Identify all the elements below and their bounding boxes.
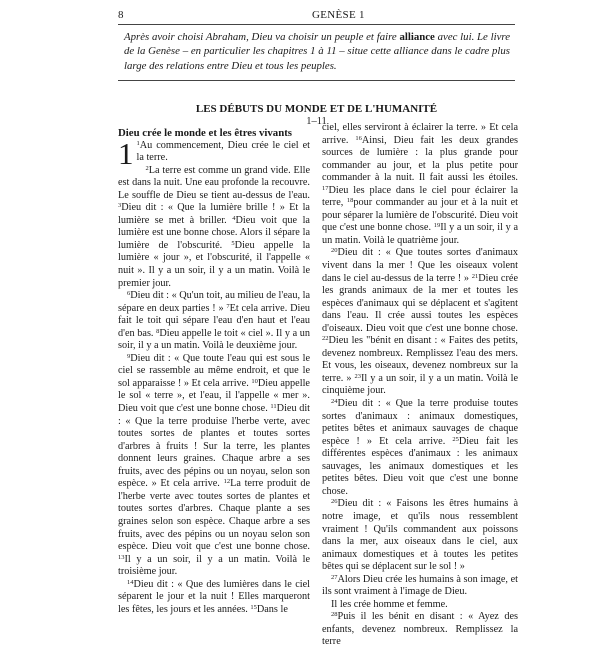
verse-text: Dieu dit : « Qu'un toit, au milieu de l'eau, la sépare en deux parties ! » bbox=[118, 290, 310, 314]
verse-number: 2 bbox=[145, 164, 149, 172]
intro-keyword: alliance bbox=[399, 31, 435, 43]
verse-number: 27 bbox=[331, 573, 338, 581]
verse-number: 6 bbox=[127, 290, 131, 298]
verse-number: 3 bbox=[118, 202, 122, 210]
verse-text: La terre est comme un grand vide. Elle est dans la nuit. Une eau profonde la recouvre. Le souffle de Dieu se tient au-dessus de l'eau. bbox=[118, 164, 310, 201]
verse-text: Il y a un soir, il y a un matin. Voilà le troisième jour. bbox=[118, 553, 310, 578]
section-title: LES DÉBUTS DU MONDE ET DE L'HUMANITÉ bbox=[195, 103, 438, 115]
verse-text: Dieu dit : « Faisons les êtres humains à notre image, et qu'ils nous ressemblent vraiment ! Qu'ils commandent aux poissons dans la mer, aux oiseaux dans le ciel, aux animaux domestiques et à toutes les petites bêtes qui se déplacent sur le sol ! » bbox=[322, 498, 518, 573]
verse-paragraph bbox=[322, 122, 518, 247]
verse-number: 4 bbox=[232, 214, 236, 222]
verse-number: 19 bbox=[433, 222, 441, 230]
section-range: 1–11 bbox=[306, 116, 327, 127]
right-column bbox=[322, 122, 518, 649]
verse-paragraph bbox=[118, 165, 310, 290]
verse-text: Dieu les place dans le ciel pour éclairer la terre, bbox=[322, 184, 518, 209]
intro-before: Après avoir choisi Abraham, Dieu va choisir un peuple et faire bbox=[124, 31, 400, 43]
verse-text: Dieu dit : « Que toute l'eau qui est sous le ciel se rassemble au même endroit, et que le sol apparaisse ! » Et cela arrive. bbox=[118, 352, 310, 389]
verse-number: 26 bbox=[331, 498, 338, 506]
verse-paragraph bbox=[322, 498, 518, 573]
verse-text: Et cela arrive. bbox=[160, 478, 220, 490]
verse-number: 12 bbox=[223, 478, 231, 486]
verse-paragraph bbox=[322, 611, 518, 649]
verse-number: 15 bbox=[250, 603, 257, 611]
running-header bbox=[118, 8, 515, 25]
verse-number: 10 bbox=[251, 377, 258, 385]
verse-number: 11 bbox=[270, 403, 277, 411]
verse-paragraph bbox=[322, 247, 518, 398]
verse-text: La terre produit de l'herbe verte avec toutes sortes de plantes et toutes sortes d'arbres. Chaque plante a ses graines selon son espèce. Chaque arbre a ses fruits, avec des pépins ou un noyau selon son espèce. Dieu voit que c'est une bonne chose. bbox=[118, 478, 311, 553]
verse-text: Dieu appelle la lumière « jour », et l'obscurité, il l'appelle « nuit ». Il y a un soir, il y a un matin. Voilà le premier jour. bbox=[118, 239, 310, 289]
verse-text: Dieu appelle le sol « terre », et l'eau, il l'appelle « mer ». Dieu voit que c'est une bonne chose. bbox=[118, 377, 310, 415]
verse-text: Dieu dit : « Que des lumières dans le ciel séparent le jour et la nuit ! Elles marqueront les fêtes, les jours et les années. bbox=[118, 578, 310, 615]
chapter-number: 1 bbox=[118, 135, 134, 171]
verse-text: Dans le bbox=[256, 603, 288, 615]
verse-text: Dieu appelle le toit « ciel ». Il y a un soir, il y a un matin. Voilà le deuxième jour. bbox=[118, 327, 310, 352]
verse-paragraph bbox=[118, 290, 310, 353]
verse-number: 7 bbox=[226, 302, 230, 310]
verse-text: Il les crée homme et femme. bbox=[331, 598, 448, 610]
intro-after: avec lui. Le livre de la Genèse – en particulier les chapitres 1 à 11 – situe cette alliance dans le cadre plus large des relations entre Dieu et tous les peuples. bbox=[124, 31, 510, 72]
verse-number: 13 bbox=[118, 553, 125, 561]
verse-number: 24 bbox=[331, 398, 338, 406]
verse-number: 8 bbox=[156, 327, 160, 335]
intro-divider bbox=[118, 80, 515, 81]
verse-paragraph bbox=[118, 579, 310, 617]
verse-number: 23 bbox=[354, 372, 361, 380]
verse-paragraph bbox=[322, 398, 518, 498]
verse-number: 25 bbox=[452, 435, 459, 443]
verse-number: 18 bbox=[346, 197, 354, 205]
verse-paragraph bbox=[322, 574, 518, 599]
verse-text: Ainsi, Dieu fait les deux grandes sources de lumière : la plus grande pour commander au jour, et la plus petite pour commander à la nuit. Il fait aussi les étoiles. bbox=[322, 134, 519, 184]
verse-text: Au commencement, Dieu crée le ciel et la terre. bbox=[136, 139, 310, 164]
verse-text: Puis il les bénit en disant : « Ayez des enfants, devenez nombreux. Remplissez la terre bbox=[322, 611, 518, 648]
verse-text: Il y a un soir, il y a un matin. Voilà le quatrième jour. bbox=[322, 222, 518, 246]
verse-number: 22 bbox=[322, 335, 329, 343]
verse-text: Dieu crée les grands animaux de la mer et toutes les espèces d'animaux qui se déplacent et s'agitent dans l'eau. Il crée aussi toutes les espèces d'oiseaux. Dieu voit que c'est une bonne chose. bbox=[322, 272, 518, 334]
verse-number: 20 bbox=[331, 247, 338, 255]
left-column bbox=[118, 127, 310, 616]
verse-text: Alors Dieu crée les humains à son image, et ils sont vraiment à l'image de Dieu. bbox=[322, 573, 518, 598]
verse-paragraph bbox=[322, 599, 518, 612]
verse-text: Et cela arrive. Dieu fait le toit qui sépare l'eau d'en haut et l'eau d'en bas. bbox=[118, 302, 311, 339]
verse-text: Dieu dit : « Que la terre produise l'herbe verte, avec toutes sortes de plantes et toutes sortes d'arbres à fruits ! Sur la terre, les plantes donnent leurs graines. Chaque arbre a ses fruits, avec des pépins ou un noyau, selon son espèce. » bbox=[118, 403, 311, 490]
verse-number: 14 bbox=[127, 578, 134, 586]
verse-number: 16 bbox=[355, 134, 362, 142]
verse-number: 5 bbox=[231, 239, 235, 247]
verse-text: Dieu dit : « Que la lumière brille ! » Et la lumière se met à briller. bbox=[118, 202, 310, 226]
verse-text: Dieu voit que la lumière est une bonne chose. Alors il sépare la lumière de l'obscurité. bbox=[118, 214, 310, 251]
verse-text: Dieu les "bénit en disant : « Faites des petits, devenez nombreux. Remplissez l'eau des mers. Et vous, les oiseaux, devenez nombreux sur la terre. » bbox=[322, 335, 518, 384]
intro-text bbox=[124, 30, 510, 73]
verse-number: 9 bbox=[127, 352, 131, 360]
verse-number: 17 bbox=[322, 184, 329, 192]
verse-number: 28 bbox=[331, 611, 338, 619]
verse-text: pour commander au jour et à la nuit et pour séparer la lumière de l'obscurité. Dieu voit que c'est une bonne chose. bbox=[322, 197, 519, 234]
subheading: Dieu crée le monde et les êtres vivants bbox=[118, 127, 292, 139]
verse-text: Il y a un soir, il y a un matin. Voilà le cinquième jour. bbox=[322, 372, 519, 397]
verse-paragraph bbox=[118, 353, 310, 579]
verse-text: Dieu dit : « Que toutes sortes d'animaux vivent dans la mer ! Que les oiseaux volent dans le ciel au-dessus de la terre ! » bbox=[322, 247, 518, 284]
page-number: 8 bbox=[118, 9, 124, 21]
verse-text: Dieu dit : « Que la terre produise toutes sortes d'animaux : animaux domestiques, petites bêtes et animaux sauvages de chaque espèce ! » Et cela arrive. bbox=[322, 398, 518, 447]
verse-text: ciel, elles serviront à éclairer la terre. » Et cela arrive. bbox=[322, 122, 518, 146]
book-chapter: GENÈSE 1 bbox=[312, 9, 365, 21]
verse-number: 21 bbox=[471, 272, 479, 280]
verse-text: Dieu fait les différentes espèces d'animaux : les animaux sauvages, les animaux domestiques et les petites bêtes. Dieu voit que c'est une bonne chose. bbox=[322, 435, 518, 497]
verse-paragraph: 1 $^1$Au commencement, Dieu crée le ciel et la terre. bbox=[118, 135, 310, 171]
